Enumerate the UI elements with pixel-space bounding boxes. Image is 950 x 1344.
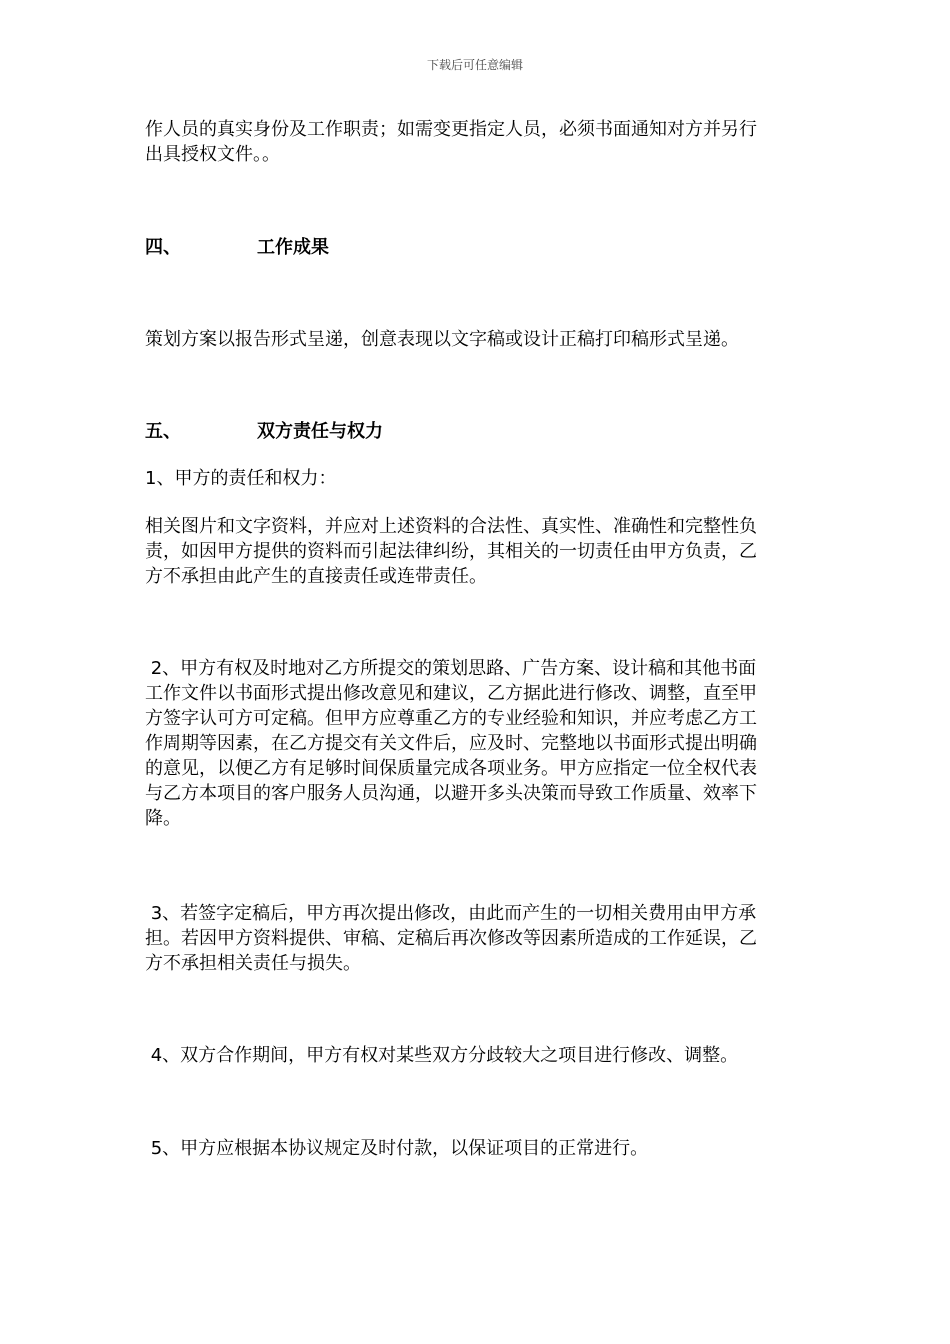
clause-party-a-rights-heading: 1、甲方的责任和权力： <box>145 468 337 489</box>
paragraph-work-results: 策划方案以报告形式呈递，创意表现以文字稿或设计正稿打印稿形式呈递。 <box>145 329 739 350</box>
section-number: 四、 <box>145 237 181 258</box>
paragraph-staff-authorization: 作人员的真实身份及工作职责；如需变更指定人员，必须书面通知对方并另行 出具授权文件。。 <box>145 119 757 165</box>
page-header: 下载后可任意编辑 <box>426 58 523 72</box>
clause-4-modification-right: 4、双方合作期间，甲方有权对某些双方分歧较大之项目进行修改、调整。 <box>145 1045 739 1066</box>
clause-3-post-approval-changes: 3、若签字定稿后，甲方再次提出修改，由此而产生的一切相关费用由甲方承 担。若因甲方资料提供、审稿、定稿后再次修改等因素所造成的工作延误，乙 方不承担相关责任与损失。 <box>145 903 757 974</box>
clause-5-timely-payment: 5、甲方应根据本协议规定及时付款，以保证项目的正常进行。 <box>145 1138 649 1159</box>
section-number: 五、 <box>145 421 181 442</box>
clause-2-revisions: 2、甲方有权及时地对乙方所提交的策划思路、广告方案、设计稿和其他书面 工作文件以书面形式提出修改意见和建议，乙方据此进行修改、调整，直至甲 方签字认可方可定稿。但甲方应尊重乙方的专业经验和知识，并应考虑乙方工 作周期等因素，在乙方提交有关文件后，应及时、完整地以书面形式提出明确 的意见，以便乙方有足够时间保质量完成各项业务。甲方应指定一位全权代表 与乙方本项目的客户服务人员沟通，以避开多头决策而导致工作质量、效率下 降。 <box>145 658 757 829</box>
clause-party-a-materials: 相关图片和文字资料，并应对上述资料的合法性、真实性、准确性和完整性负 责，如因甲方提供的资料而引起法律纠纷，其相关的一切责任由甲方负责，乙 方不承担由此产生的直接责任或连带责任。 <box>145 516 757 587</box>
section-title: 双方责任与权力 <box>257 421 383 442</box>
section-title: 工作成果 <box>257 237 329 258</box>
